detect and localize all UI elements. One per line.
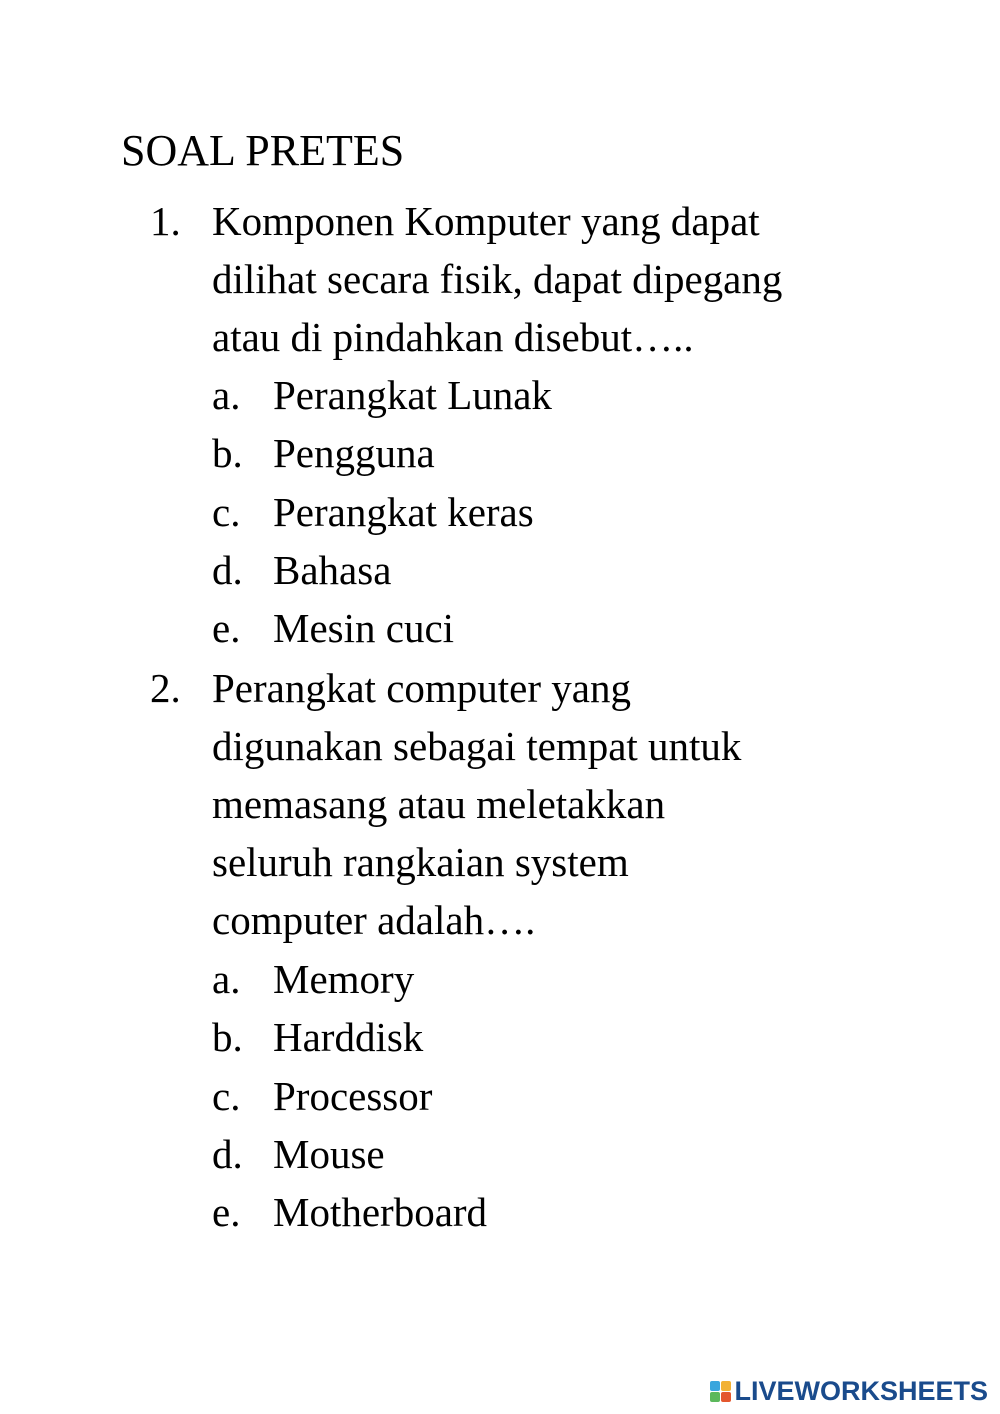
option-text: Memory <box>273 956 415 1002</box>
option-text: Pengguna <box>273 430 435 477</box>
answer-option-d[interactable] <box>212 1125 902 1183</box>
option-letter: e. <box>212 605 241 652</box>
logo-mark-cell <box>721 1381 731 1391</box>
question-line: dilihat secara fisik, dapat dipegang <box>212 256 783 302</box>
question-line: memasang atau meletakkan <box>212 781 666 827</box>
answer-option-c[interactable] <box>212 483 902 541</box>
logo-mark-cell <box>710 1392 720 1402</box>
question-1 <box>150 192 910 662</box>
option-letter: c. <box>212 488 241 535</box>
answer-option-e[interactable] <box>212 599 902 657</box>
answer-options <box>212 950 902 1241</box>
answer-option-a[interactable] <box>212 950 902 1008</box>
option-letter: e. <box>212 1189 241 1236</box>
question-2 <box>150 659 910 1249</box>
option-text: Mouse <box>273 1130 385 1177</box>
liveworksheets-mark-icon <box>710 1381 731 1402</box>
answer-options <box>212 366 902 657</box>
answer-option-b[interactable] <box>212 1008 902 1066</box>
option-text: Harddisk <box>273 1014 424 1061</box>
answer-option-b[interactable] <box>212 424 902 482</box>
question-number: 1. <box>150 198 181 244</box>
option-letter: b. <box>212 430 243 477</box>
question-line: atau di pindahkan disebut….. <box>212 314 694 360</box>
option-text: Bahasa <box>273 546 392 593</box>
option-text: Perangkat Lunak <box>273 372 552 418</box>
option-letter: d. <box>212 1130 243 1177</box>
option-letter: c. <box>212 1072 241 1119</box>
page-title: SOAL PRETES <box>121 126 405 175</box>
option-letter: a. <box>212 956 241 1002</box>
question-line: Komponen Komputer yang dapat <box>212 198 760 244</box>
question-line: computer adalah…. <box>212 897 536 943</box>
logo-text: LIVEWORKSHEETS <box>734 1375 988 1406</box>
logo-mark-cell <box>710 1381 720 1391</box>
option-letter: a. <box>212 372 241 418</box>
answer-option-a[interactable] <box>212 366 902 424</box>
question-line: digunakan sebagai tempat untuk <box>212 723 742 769</box>
logo-mark-cell <box>721 1392 731 1402</box>
question-line: seluruh rangkaian system <box>212 839 629 885</box>
option-text: Perangkat keras <box>273 488 534 535</box>
question-text <box>212 192 902 366</box>
answer-option-d[interactable] <box>212 541 902 599</box>
option-text: Processor <box>273 1072 433 1119</box>
liveworksheets-logo <box>710 1374 988 1408</box>
question-text <box>212 659 902 949</box>
answer-option-e[interactable] <box>212 1183 902 1241</box>
question-line: Perangkat computer yang <box>212 665 631 711</box>
answer-option-c[interactable] <box>212 1067 902 1125</box>
option-letter: d. <box>212 546 243 593</box>
option-text: Motherboard <box>273 1189 488 1236</box>
option-letter: b. <box>212 1014 243 1061</box>
option-text: Mesin cuci <box>273 605 455 652</box>
question-number: 2. <box>150 665 181 711</box>
